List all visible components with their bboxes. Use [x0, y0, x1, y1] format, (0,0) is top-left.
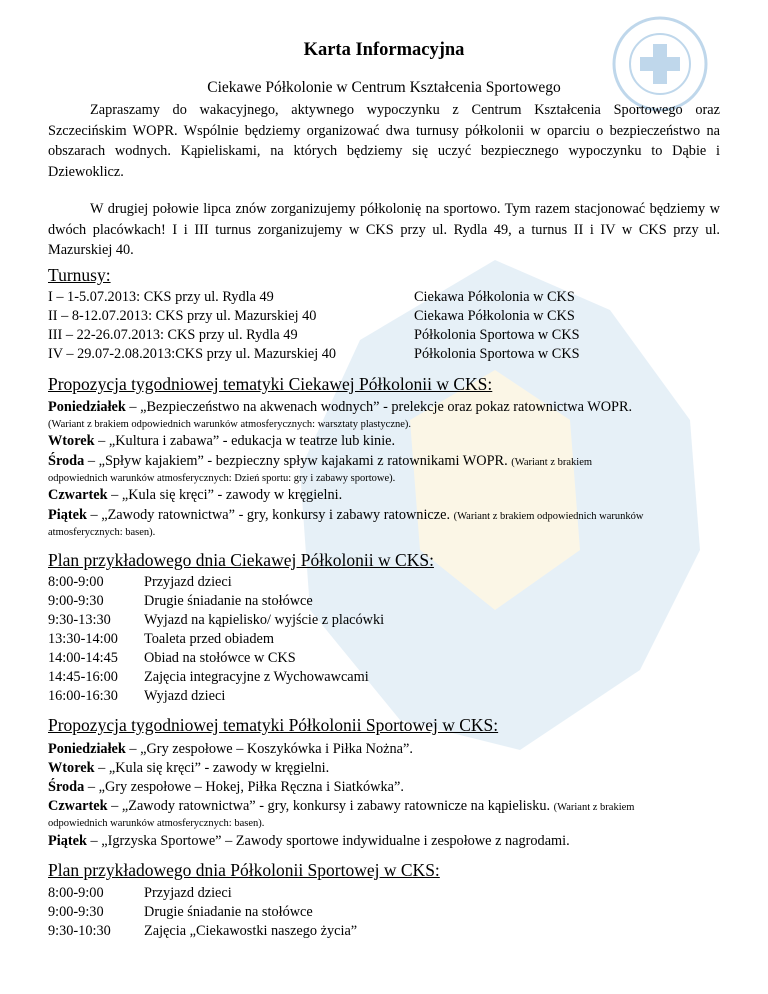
list-item: Poniedziałek – „Bezpieczeństwo na akwenach wodnych” - prelekcje oraz pokaz ratownictwa WOPR. — [48, 399, 633, 415]
note: atmosferycznych: basen). — [48, 527, 156, 538]
table-row: 8:00-9:00 Przyjazd dzieci — [48, 574, 232, 590]
turnusy-heading: Turnusy: — [48, 265, 111, 285]
sportowa-tematyka-heading: Propozycja tygodniowej tematyki Półkolonii Sportowej w CKS: — [48, 715, 499, 735]
table-row: 9:30-10:30 Zajęcia „Ciekawostki naszego życia” — [48, 923, 358, 939]
sportowa-plan-heading: Plan przykładowego dnia Półkolonii Sportowej w CKS: — [48, 860, 440, 880]
list-item: Półkolonia Sportowa w CKS — [414, 346, 580, 362]
table-row: 9:00-9:30 Drugie śniadanie na stołówce — [48, 593, 313, 609]
table-row: 9:30-13:30 Wyjazd na kąpielisko/ wyjście z placówki — [48, 612, 385, 628]
list-item: IV – 29.07-2.08.2013:CKS przy ul. Mazurskiej 40 — [48, 346, 337, 362]
note: odpowiednich warunków atmosferycznych: basen). — [48, 818, 265, 829]
list-item: Półkolonia Sportowa w CKS — [414, 327, 580, 343]
table-row: 13:30-14:00 Toaleta przed obiadem — [48, 631, 274, 647]
table-row: 9:00-9:30 Drugie śniadanie na stołówce — [48, 904, 313, 920]
table-row: 8:00-9:00 Przyjazd dzieci — [48, 885, 232, 901]
table-row: 14:45-16:00 Zajęcia integracyjne z Wychowawcami — [48, 669, 369, 685]
note: odpowiednich warunków atmosferycznych: Dzień sportu: gry i zabawy sportowe). — [48, 473, 396, 484]
list-item: III – 22-26.07.2013: CKS przy ul. Rydla 49 — [48, 327, 298, 343]
list-item: Czwartek – „Zawody ratownictwa” - gry, konkursy i zabawy ratownicze na kąpielisku. (Wariant z brakiem — [48, 798, 635, 814]
list-item: I – 1-5.07.2013: CKS przy ul. Rydla 49 — [48, 289, 274, 305]
intro-paragraph-2: W drugiej połowie lipca znów zorganizujemy półkolonię na sportowo. Tym razem stacjonować będziemy w dwóch placówkach! I i III turnus zorganizujemy w CKS przy ul. Rydla 49, a turnus II i IV w CKS przy ul. Mazurskiej 40. — [48, 201, 720, 258]
list-item: Środa – „Spływ kajakiem” - bezpieczny spływ kajakami z ratownikami WOPR. (Wariant z brakiem — [48, 453, 593, 469]
list-item: Piątek – „Zawody ratownictwa” - gry, konkursy i zabawy ratownicze. (Wariant z brakiem odpowiednich warunków — [48, 507, 644, 523]
list-item: Środa – „Gry zespołowe – Hokej, Piłka Ręczna i Siatkówka”. — [48, 779, 404, 795]
list-item: Ciekawa Półkolonia w CKS — [414, 308, 575, 324]
list-item: Czwartek – „Kula się kręci” - zawody w kręgielni. — [48, 487, 343, 503]
list-item: Poniedziałek – „Gry zespołowe – Koszykówka i Piłka Nożna”. — [48, 741, 413, 757]
list-item: Ciekawa Półkolonia w CKS — [414, 289, 575, 305]
list-item: Wtorek – „Kula się kręci” - zawody w kręgielni. — [48, 760, 330, 776]
wopr-emblem-icon — [610, 14, 710, 114]
table-row: 16:00-16:30 Wyjazd dzieci — [48, 688, 226, 704]
list-item: Piątek – „Igrzyska Sportowe” – Zawody sportowe indywidualne i zespołowe z nagrodami. — [48, 833, 570, 849]
ciekawa-tematyka-heading: Propozycja tygodniowej tematyki Ciekawej Półkolonii w CKS: — [48, 374, 493, 394]
page-subtitle: Ciekawe Półkolonie w Centrum Kształcenia Sportowego — [207, 79, 561, 96]
table-row: 14:00-14:45 Obiad na stołówce w CKS — [48, 650, 296, 666]
list-item: Wtorek – „Kultura i zabawa” - edukacja w teatrze lub kinie. — [48, 433, 396, 449]
page-title: Karta Informacyjna — [303, 40, 465, 60]
intro-paragraph-1: Zapraszamy do wakacyjnego, aktywnego wypoczynku z Centrum Kształcenia Sportowego oraz Szczecińskim WOPR. Wspólnie będziemy organizować dwa turnusy półkolonii w oparciu o bezpieczeństwo na obszarach wodnych. Kąpieliskami, na których będziemy się uczyć bezpiecznego wypoczynku to Dąbie i Dziewoklicz. — [48, 102, 720, 180]
note: (Wariant z brakiem odpowiednich warunków atmosferycznych: warsztaty plastyczne). — [48, 419, 412, 430]
ciekawa-plan-heading: Plan przykładowego dnia Ciekawej Półkolonii w CKS: — [48, 550, 434, 570]
list-item: II – 8-12.07.2013: CKS przy ul. Mazurskiej 40 — [48, 308, 317, 324]
